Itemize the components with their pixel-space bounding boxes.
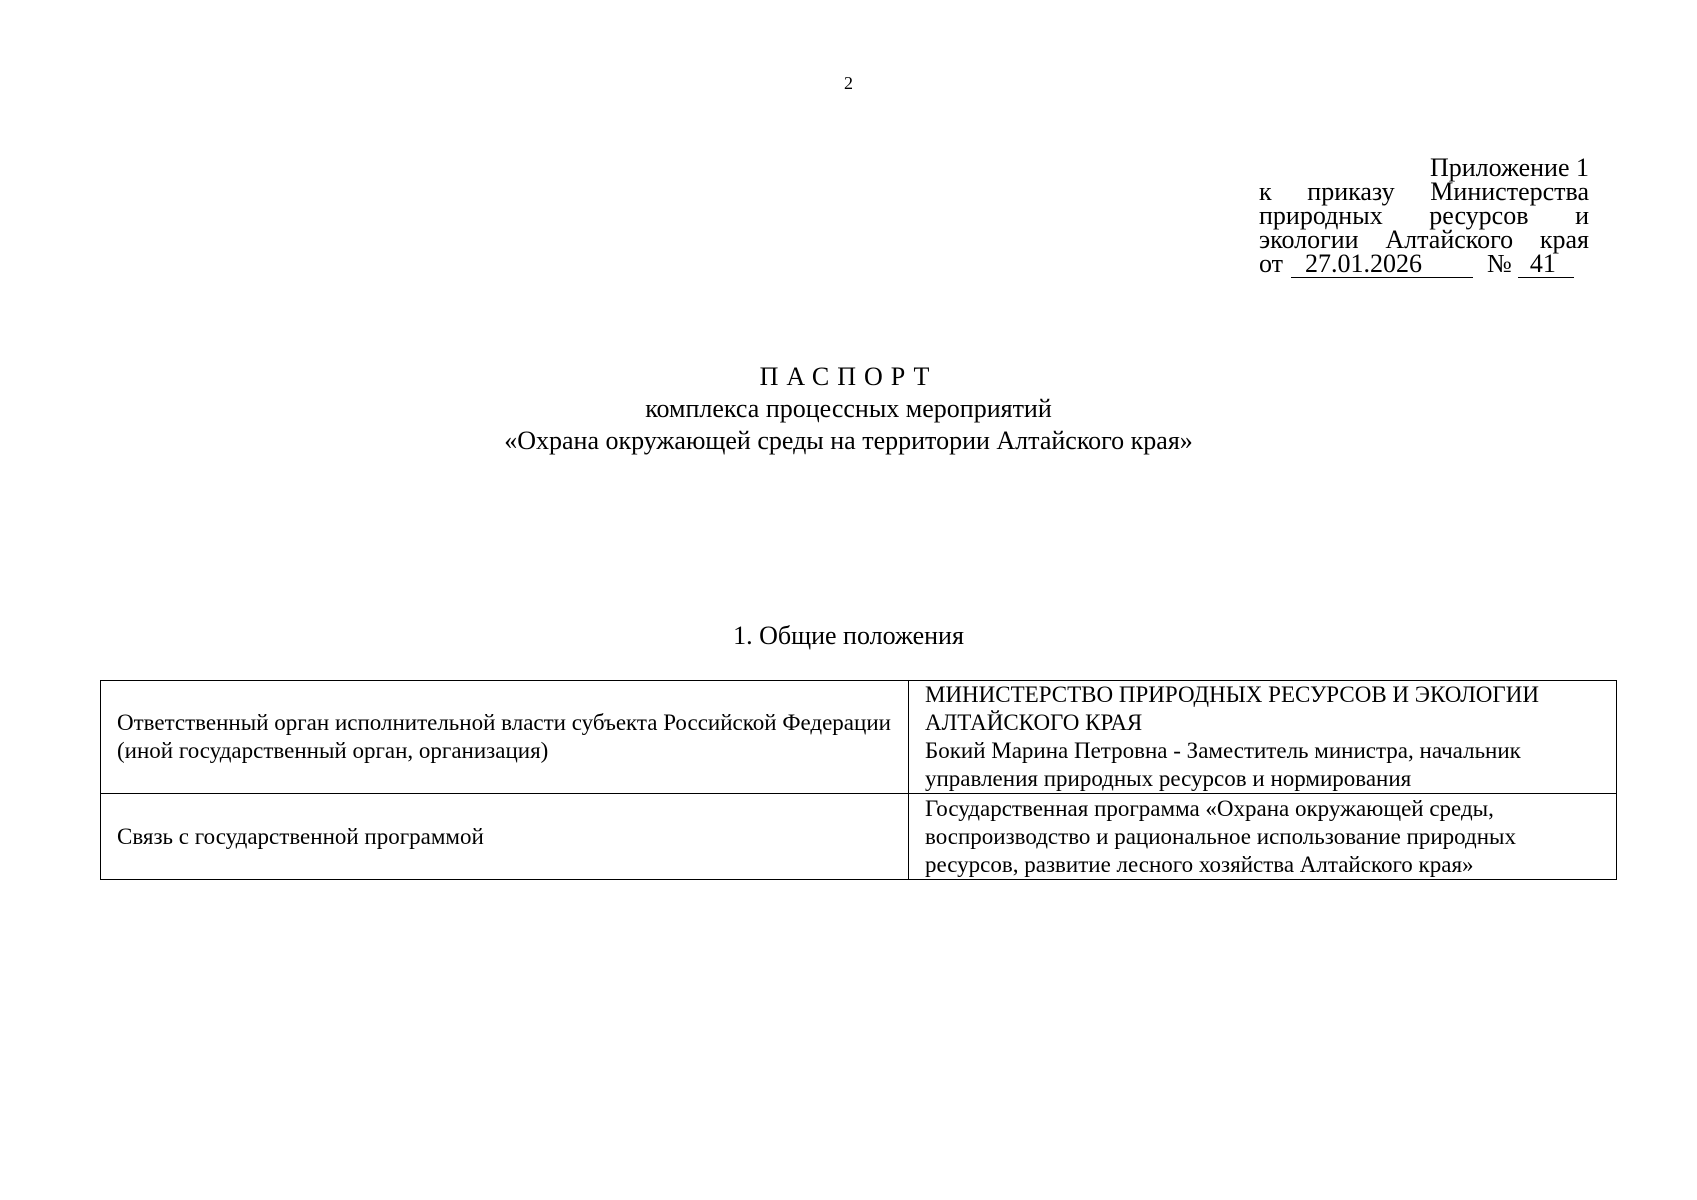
appendix-line: экологии Алтайского края — [1259, 225, 1589, 254]
document-title: ПАСПОРТ — [759, 362, 938, 391]
document-title-block — [0, 361, 1697, 457]
number-sign: № — [1487, 249, 1512, 278]
table-cell-label: Связь с государственной программой — [101, 794, 909, 880]
order-date-line — [1259, 249, 1589, 278]
table-row — [101, 794, 1617, 880]
page-number: 2 — [844, 73, 853, 93]
section-heading: 1. Общие положения — [733, 621, 964, 650]
order-number: 41 — [1518, 252, 1574, 278]
order-date: 27.01.2026 — [1291, 252, 1473, 278]
table-cell-label: Ответственный орган исполнительной власти субъекта Российской Федерации (иной государственный орган, организация) — [101, 681, 909, 794]
responsible-person: Бокий Марина Петровна - Заместитель министра, начальник управления природных ресурсов и нормирования — [925, 738, 1521, 791]
appendix-title: Приложение 1 — [1429, 153, 1589, 182]
table-row — [101, 681, 1617, 794]
appendix-line: к приказу Министерства — [1259, 177, 1589, 206]
table-cell-value: Государственная программа «Охрана окружающей среды, воспроизводство и рациональное использование природных ресурсов, развитие лесного хозяйства Алтайского края» — [909, 794, 1617, 880]
appendix-line: природных ресурсов и — [1259, 201, 1589, 230]
appendix-block — [1259, 153, 1589, 278]
responsible-org: МИНИСТЕРСТВО ПРИРОДНЫХ РЕСУРСОВ И ЭКОЛОГИИ АЛТАЙСКОГО КРАЯ — [925, 682, 1539, 735]
from-label: от — [1259, 249, 1284, 278]
program-name: «Охрана окружающей среды на территории Алтайского края» — [504, 426, 1193, 455]
document-subtitle: комплекса процессных мероприятий — [645, 394, 1052, 423]
general-provisions-table — [100, 680, 1617, 880]
table-cell-value — [909, 681, 1617, 794]
